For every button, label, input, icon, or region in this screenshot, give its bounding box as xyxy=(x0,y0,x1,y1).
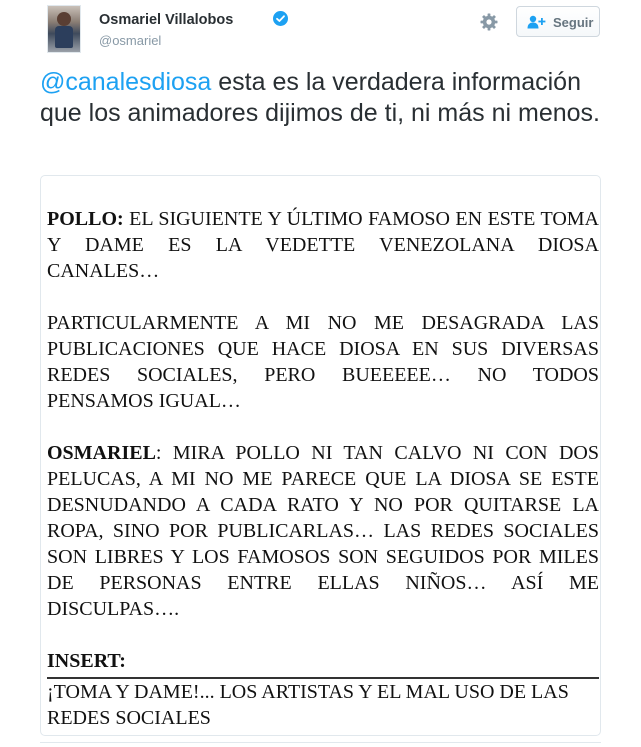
doc-insert-label: INSERT: xyxy=(47,650,126,672)
doc-paragraph-pollo xyxy=(47,206,599,284)
bottom-separator xyxy=(40,742,601,743)
tweet-media-image[interactable] xyxy=(40,175,601,736)
tweet-text xyxy=(40,67,600,129)
tweet-body: esta es la verdadera información que los animadores dijimos de ti, ni más ni menos. xyxy=(40,68,600,127)
document-text xyxy=(47,206,599,736)
doc-text-osmariel: : MIRA POLLO NI TAN CALVO NI CON DOS PELUCAS, A MI NO ME PARECE QUE LA DIOSA SE ESTE DESNUDANDO A CADA RATO Y NO POR QUITARSE LA ROPA, SINO POR PUBLICARLAS… LAS REDES SOCIALES SON LIBRES Y LOS FAMOSOS SON SEGUIDOS POR MILES DE PERSONAS ENTRE ELLAS NIÑOS… ASÍ ME DISCULPAS…. xyxy=(47,442,599,620)
doc-insert-block xyxy=(47,648,599,736)
follow-button[interactable] xyxy=(516,6,600,37)
gear-icon[interactable] xyxy=(479,12,499,32)
user-display-name[interactable]: Osmariel Villalobos xyxy=(99,12,234,28)
doc-paragraph-osmariel xyxy=(47,440,599,622)
user-handle[interactable]: @osmariel xyxy=(99,33,162,48)
doc-paragraph-opinion: PARTICULARMENTE A MI NO ME DESAGRADA LAS PUBLICACIONES QUE HACE DIOSA EN SUS DIVERSAS REDES SOCIALES, PERO BUEEEEE… NO TODOS PENSAMOS IGUAL… xyxy=(47,312,599,412)
tweet-mention-link[interactable]: @canalesdiosa xyxy=(40,68,212,96)
doc-speaker-osmariel: OSMARIEL xyxy=(47,442,156,464)
doc-insert-text: ¡TOMA Y DAME!... LOS ARTISTAS Y EL MAL USO DE LAS REDES SOCIALES xyxy=(47,681,569,729)
profile-avatar[interactable] xyxy=(47,5,81,53)
avatar-head xyxy=(57,12,71,26)
insert-divider-bottom xyxy=(47,735,599,736)
doc-speaker-pollo: POLLO: xyxy=(47,208,124,230)
verified-badge-icon xyxy=(273,11,288,26)
tweet-header xyxy=(0,0,641,60)
doc-text-pollo: EL SIGUIENTE Y ÚLTIMO FAMOSO EN ESTE TOMA Y DAME ES LA VEDETTE VENEZOLANA DIOSA CANALES… xyxy=(47,208,599,282)
add-user-icon xyxy=(527,15,547,32)
avatar-body xyxy=(55,26,73,48)
follow-button-label: Seguir xyxy=(553,15,594,30)
